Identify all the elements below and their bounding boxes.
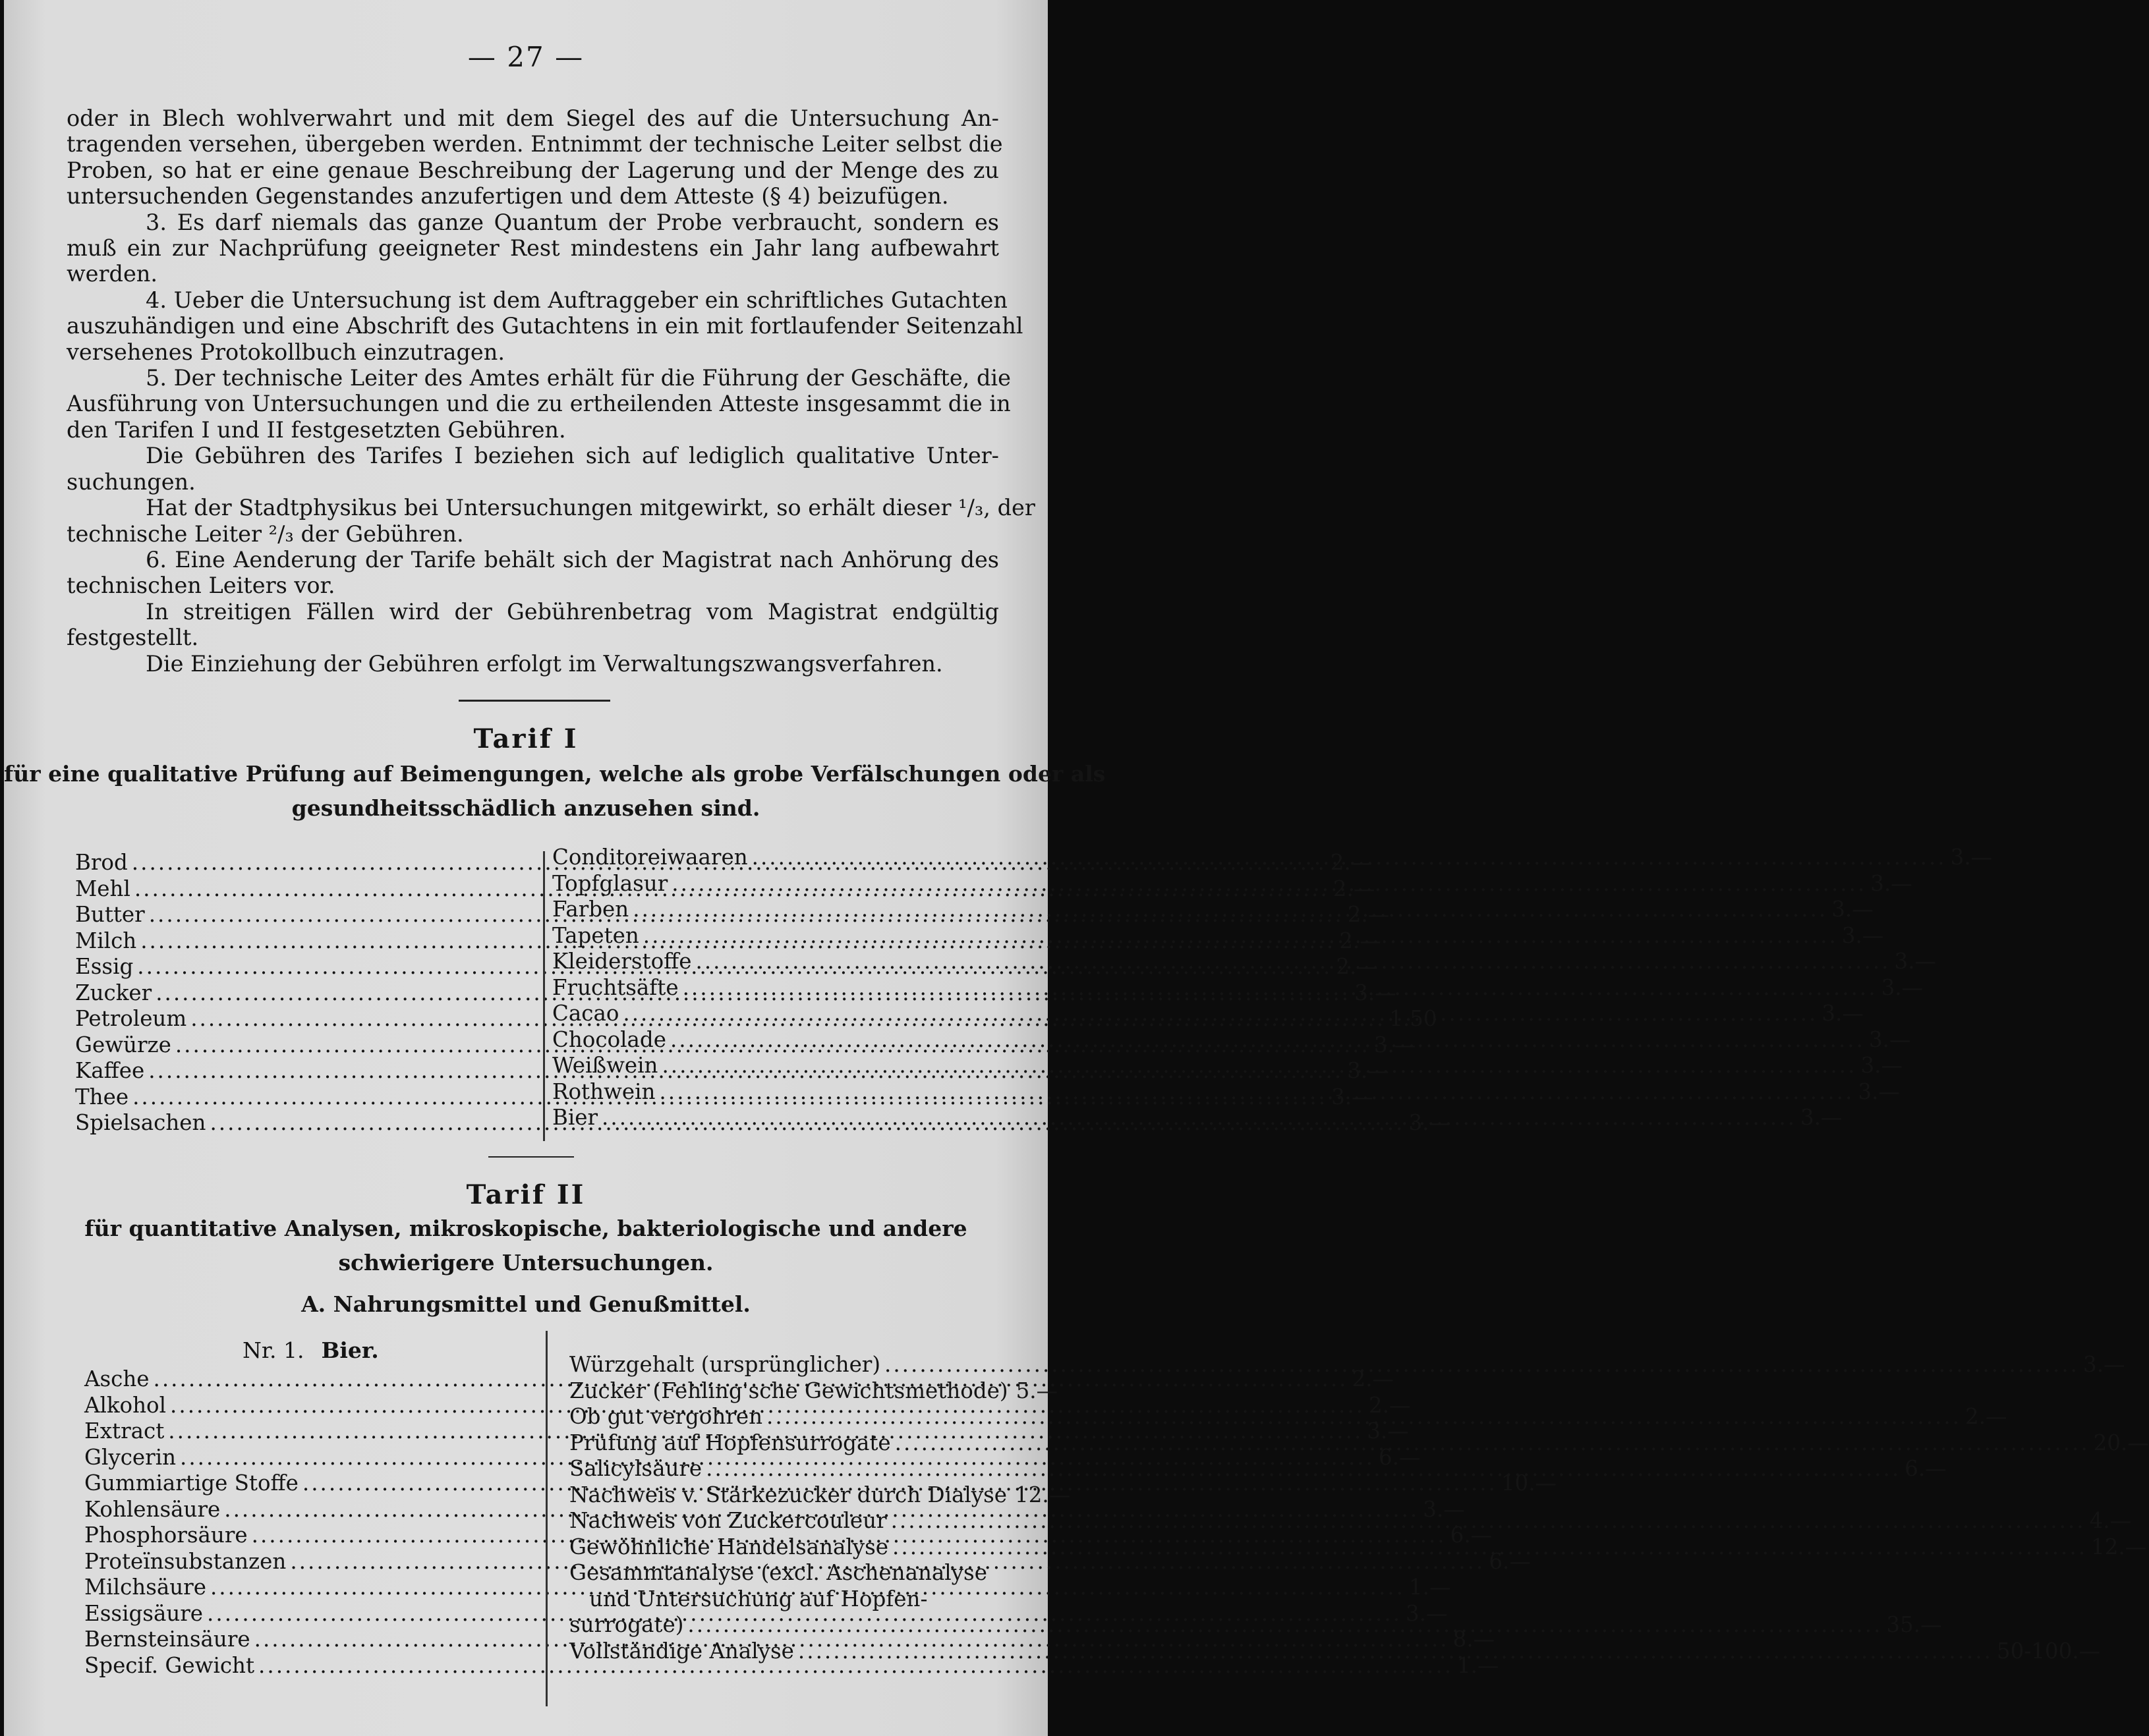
price-row [569,1482,1071,1509]
item-name: Nachweis von Zuckercouleur [569,1508,887,1533]
item-price: 12.— [1015,1482,1071,1507]
price-row [569,1638,2101,1665]
item-name: Gewöhnliche Handelsanalyse [569,1534,889,1559]
item-name: Zucker [75,980,152,1005]
leader-dots [643,923,1838,949]
item-price: 6.— [1379,1444,1421,1470]
body-line: technische Leiter ²/₃ der Gebühren. [67,520,464,547]
body-line: 4. Ueber die Untersuchung ist dem Auftraggeber ein schriftliches Gutachten [146,287,1008,313]
tarif2-subtitle-line1: für quantitative Analysen, mikroskopische, bakteriologische und andere [84,1216,967,1241]
item-name: Essigsäure [84,1600,204,1626]
leader-dots [683,975,1877,1001]
leader-dots [687,1612,1882,1638]
item-price: 3.— [1894,949,1937,974]
item-name: Fruchtsäfte [552,974,679,1000]
item-name: Gesammtanalyse (excl. Aschenanalyse [569,1560,987,1585]
item-price: 2.— [1352,1366,1394,1391]
divider [459,700,610,702]
item-name: Gummiartige Stoffe [84,1470,299,1496]
body-line: auszuhändigen und eine Abschrift des Gutachtens in ein mit fortlaufender Seitenzahl [67,313,1023,339]
item-name: Topfglasur [552,870,668,896]
tarif2-right-list [569,1352,2149,1664]
item-number: Nr. 1. [243,1337,304,1363]
page-number: — 27 — [467,41,585,73]
leader-dots [892,1534,2087,1561]
price-row [552,1053,1903,1079]
item-name: Conditoreiwaaren [552,845,748,870]
item-price: 12.— [2091,1534,2147,1559]
body-line: In streitigen Fällen wird der Gebührenbetrag vom Magistrat endgültig [146,598,999,625]
item-name: Bernsteinsäure [84,1627,250,1652]
item-name: Brod [75,850,128,875]
body-line: 3. Es darf niemals das ganze Quantum der Probe verbraucht, sondern es [146,209,999,235]
item-name: Essig [75,954,134,979]
leader-dots [706,1456,1901,1482]
price-row [569,1352,2125,1378]
item-price: 2.— [1332,876,1375,901]
item-name: Farben [552,897,629,922]
item-name: Butter [75,902,145,927]
item-name: Phosphorsäure [84,1523,248,1548]
body-text [67,105,1035,677]
item-name: Milch [75,928,137,953]
item-price: 3.— [1831,897,1874,922]
body-line: Ausführung von Untersuchungen und die zu ertheilenden Atteste insgesammt die in [67,391,1011,417]
leader-dots [633,897,1827,923]
item-price: 20.— [2093,1430,2149,1455]
body-line: den Tarifen I und II festgesetzten Gebühren. [67,416,566,443]
item-name: und Untersuchung auf Hopfen- [589,1586,928,1611]
body-line: Die Einziehung der Gebühren erfolgt im Verwaltungszwangsverfahren. [146,650,943,677]
item-price: 2.— [1330,850,1373,875]
item-name: Rothwein [552,1078,656,1104]
item-price: 3.— [1858,1078,1900,1104]
item-price: 3.— [1367,1418,1409,1443]
body-line: Hat der Stadtphysikus bei Untersuchungen mitgewirkt, so erhält dieser ¹/₃, der [146,495,1035,521]
body-line: muß ein zur Nachprüfung geeigneter Rest mindestens ein Jahr lang aufbewahrt [67,235,999,262]
tarif2-section-heading: A. Nahrungsmittel und Genußmittel. [301,1291,751,1317]
item-price: 35.— [1886,1612,1942,1637]
item-name: Kaffee [75,1058,145,1083]
item-name: Asche [84,1366,150,1391]
body-line: suchungen. [67,468,196,495]
item-price: 3.— [1860,1053,1903,1078]
body-line: festgestellt. [67,625,199,651]
item-price: 3.— [1354,980,1396,1005]
item-price: 2.— [1965,1404,2007,1429]
leader-dots [696,949,1891,975]
item-name: Nachweis v. Stärkezucker durch Dialyse [569,1482,1008,1507]
divider [488,1156,574,1158]
item-heading [243,1337,379,1363]
item-price: 2.— [1336,954,1378,979]
price-row [569,1508,2132,1534]
item-price: 50-100.— [1996,1638,2101,1664]
item-name: Kleiderstoffe [552,949,692,974]
item-price: 3.— [1841,922,1884,948]
tarif1-title: Tarif I [473,723,579,754]
item-name: Ob gut vergohren [569,1404,763,1429]
leader-dots [798,1638,1993,1665]
price-row [569,1612,1942,1638]
body-line: werden. [67,261,158,287]
price-row [552,870,1912,897]
leader-dots [672,871,1866,897]
item-name: Würzgehalt (ursprünglicher) [569,1352,881,1377]
item-price: 3.— [1331,1084,1373,1109]
item-price: 3.— [1347,1058,1389,1083]
item-price: 1.— [1457,1652,1499,1678]
column-divider [543,851,545,1141]
leader-dots [895,1430,2090,1457]
item-price: 6.— [1489,1548,1531,1574]
item-price: 3.— [1868,1026,1911,1052]
leader-dots [670,1027,1865,1053]
item-name: Petroleum [75,1006,187,1031]
price-row [569,1430,2149,1457]
price-row [552,974,1924,1001]
body-line: 6. Eine Aenderung der Tarife behält sich der Magistrat nach Anhörung des [146,546,999,573]
item-price: 3.— [1950,845,1993,870]
leader-dots [766,1404,1961,1430]
leader-dots [623,1001,1818,1027]
price-row [569,1560,1024,1586]
item-name: Proteïnsubstanzen [84,1548,287,1574]
item-name: Glycerin [84,1444,177,1470]
item-price: 3.— [1800,1105,1843,1130]
tarif2-subtitle-line2: schwierigere Untersuchungen. [338,1250,714,1275]
item-price: 5.— [1016,1378,1058,1403]
item-name: Thee [75,1084,129,1109]
price-row [552,1105,1843,1131]
price-row [552,845,1993,871]
item-name: Vollständige Analyse [569,1638,794,1664]
body-line: oder in Blech wohlverwahrt und mit dem Siegel des auf die Untersuchung An- [67,105,999,131]
leader-dots [752,845,1947,871]
price-row [552,1026,1911,1053]
item-price: 1.50 [1389,1006,1437,1031]
price-row [569,1586,1024,1613]
item-price: 3.— [1373,1032,1416,1057]
body-line: Die Gebühren des Tarifes I beziehen sich auf lediglich qualitative Unter- [146,443,999,469]
item-name: Weißwein [552,1053,658,1078]
item-title: Bier. [321,1337,379,1363]
leader-dots [602,1105,1796,1131]
item-name: Chocolade [552,1026,666,1052]
item-price: 2.— [1339,928,1381,953]
price-row [552,897,1874,923]
item-price: 8.— [1452,1627,1495,1652]
price-row [569,1456,1947,1482]
item-name: Tapeten [552,922,639,948]
item-price: 6.— [1905,1456,1947,1481]
item-name: Prüfung auf Hopfensurrogate [569,1430,891,1455]
item-price: 3.— [1406,1600,1448,1626]
item-name: Milchsäure [84,1575,206,1600]
tarif1-subtitle-line1: für eine qualitative Prüfung auf Beimengungen, welche als grobe Verfälschungen oder als [4,761,1106,787]
item-price: 3.— [1870,870,1912,896]
item-name: Bier [552,1105,598,1130]
item-name: Mehl [75,876,130,901]
price-row [569,1378,1058,1405]
item-name: Specif. Gewicht [84,1652,255,1678]
item-name: Cacao [552,1001,619,1026]
item-name: Salicylsäure [569,1456,702,1481]
item-price: 3.— [1821,1001,1864,1026]
item-name: Alkohol [84,1392,167,1418]
item-price: 1.— [1408,1575,1451,1600]
leader-dots [662,1053,1856,1079]
leader-dots [891,1508,2086,1534]
body-line: versehenes Protokollbuch einzutragen. [67,339,505,365]
body-line: technischen Leiters vor. [67,573,335,599]
document-page [4,0,2149,1736]
price-row [569,1404,2007,1430]
body-line: Proben, so hat er eine genaue Beschreibung der Lagerung und der Menge des zu [67,157,999,183]
item-price: 3.— [2083,1352,2125,1377]
item-price: 3.— [1881,974,1924,1000]
body-line: untersuchenden Gegenstandes anzufertigen und dem Atteste (§ 4) beizufügen. [67,183,949,210]
body-line: 5. Der technische Leiter des Amtes erhält für die Führung der Geschäfte, die [146,365,1011,391]
item-price: 3.— [1408,1110,1450,1135]
item-price: 2.— [1369,1392,1411,1418]
price-row [552,922,1884,949]
leader-dots [884,1352,2079,1378]
item-price: 3.— [1423,1496,1465,1522]
item-price: 2.— [1347,902,1390,927]
item-name: Zucker (Fehling'sche Gewichtsmethode) [569,1378,1008,1403]
item-name: Spielsachen [75,1110,206,1135]
item-name: Extract [84,1418,165,1443]
item-name: Kohlensäure [84,1496,221,1522]
item-price: 6.— [1450,1523,1493,1548]
item-name: surrogate) [569,1612,684,1637]
leader-dots [659,1079,1854,1106]
tarif1-subtitle-line2: gesundheitsschädlich anzusehen sind. [291,795,760,821]
tarif2-title: Tarif II [466,1179,586,1210]
price-row [552,1078,1900,1106]
item-name: Gewürze [75,1032,171,1057]
column-divider [546,1331,548,1706]
body-line: tragenden versehen, übergeben werden. Entnimmt der technische Leiter selbst die [67,131,1003,157]
item-price: 4.— [2089,1508,2132,1533]
price-row [552,949,1937,975]
price-row [569,1534,2147,1561]
item-price: 10.— [1501,1470,1557,1496]
price-row [84,1652,1499,1679]
